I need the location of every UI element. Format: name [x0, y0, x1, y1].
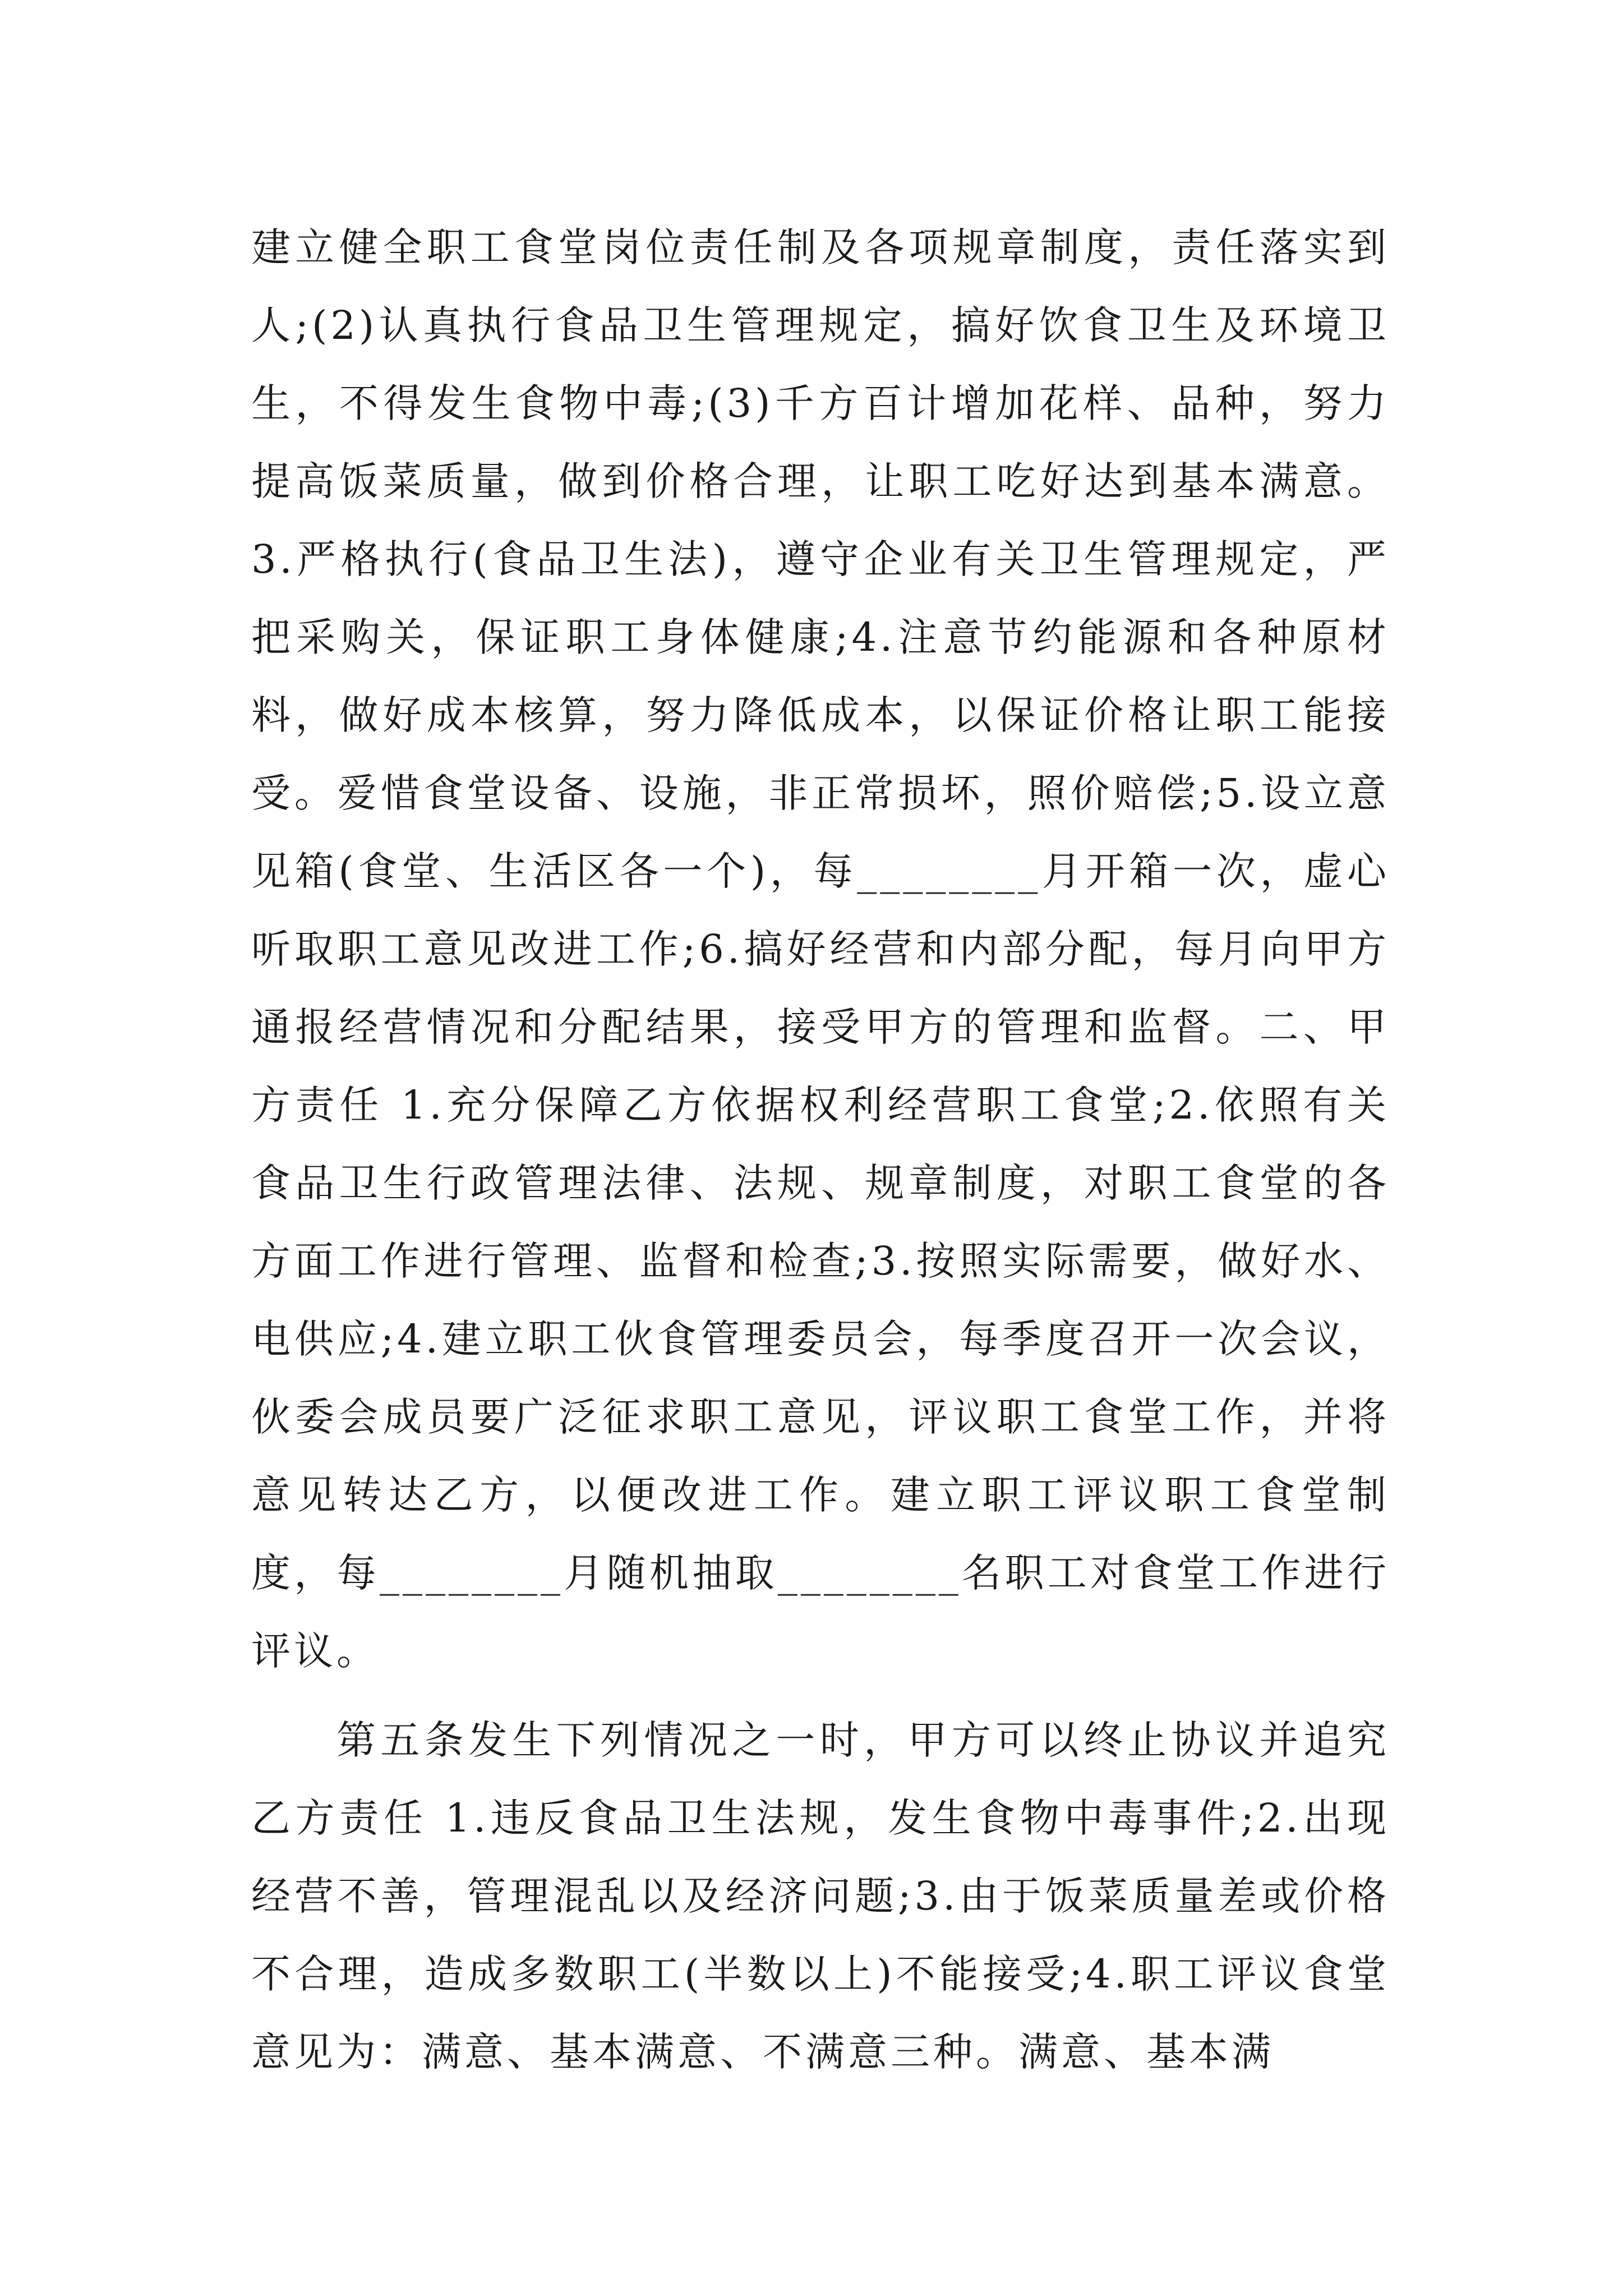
paragraph-article-5: 第五条发生下列情况之一时，甲方可以终止协议并追究乙方责任 1.违反食品卫生法规，发生食物中毒事件;2.出现经营不善，管理混乱以及经济问题;3.由于饭菜质量差或价格不合理，造成多数职工(半数以上)不能接受;4.职工评议食堂意见为：满意、基本满意、不满意三种。满意、基本满 — [251, 1717, 1390, 2075]
paragraph-responsibilities: 建立健全职工食堂岗位责任制及各项规章制度，责任落实到人;(2)认真执行食品卫生管理规定，搞好饮食卫生及环境卫生，不得发生食物中毒;(3)千方百计增加花样、品种，努力提高饭菜质量，做到价格合理，让职工吃好达到基本满意。3.严格执行(食品卫生法)，遵守企业有关卫生管理规定，严把采购关，保证职工身体健康;4.注意节约能源和各种原材料，做好成本核算，努力降低成本，以保证价格让职工能接受。爱惜食堂设备、设施，非正常损坏，照价赔偿;5.设立意见箱(食堂、生活区各一个)，每________月开箱一次，虚心听取职工意见改进工作;6.搞好经营和内部分配，每月向甲方通报经营情况和分配结果，接受甲方的管理和监督。二、甲方责任 1.充分保障乙方依据权利经营职工食堂;2.依照有关食品卫生行政管理法律、法规、规章制度，对职工食堂的各方面工作进行管理、监督和检查;3.按照实际需要，做好水、电供应;4.建立职工伙食管理委员会，每季度召开一次会议，伙委会成员要广泛征求职工意见，评议职工食堂工作，并将意见转达乙方，以便改进工作。建立职工评议职工食堂制度，每________月随机抽取________名职工对食堂工作进行评议。 — [251, 224, 1390, 1674]
document-body — [251, 209, 1390, 2091]
